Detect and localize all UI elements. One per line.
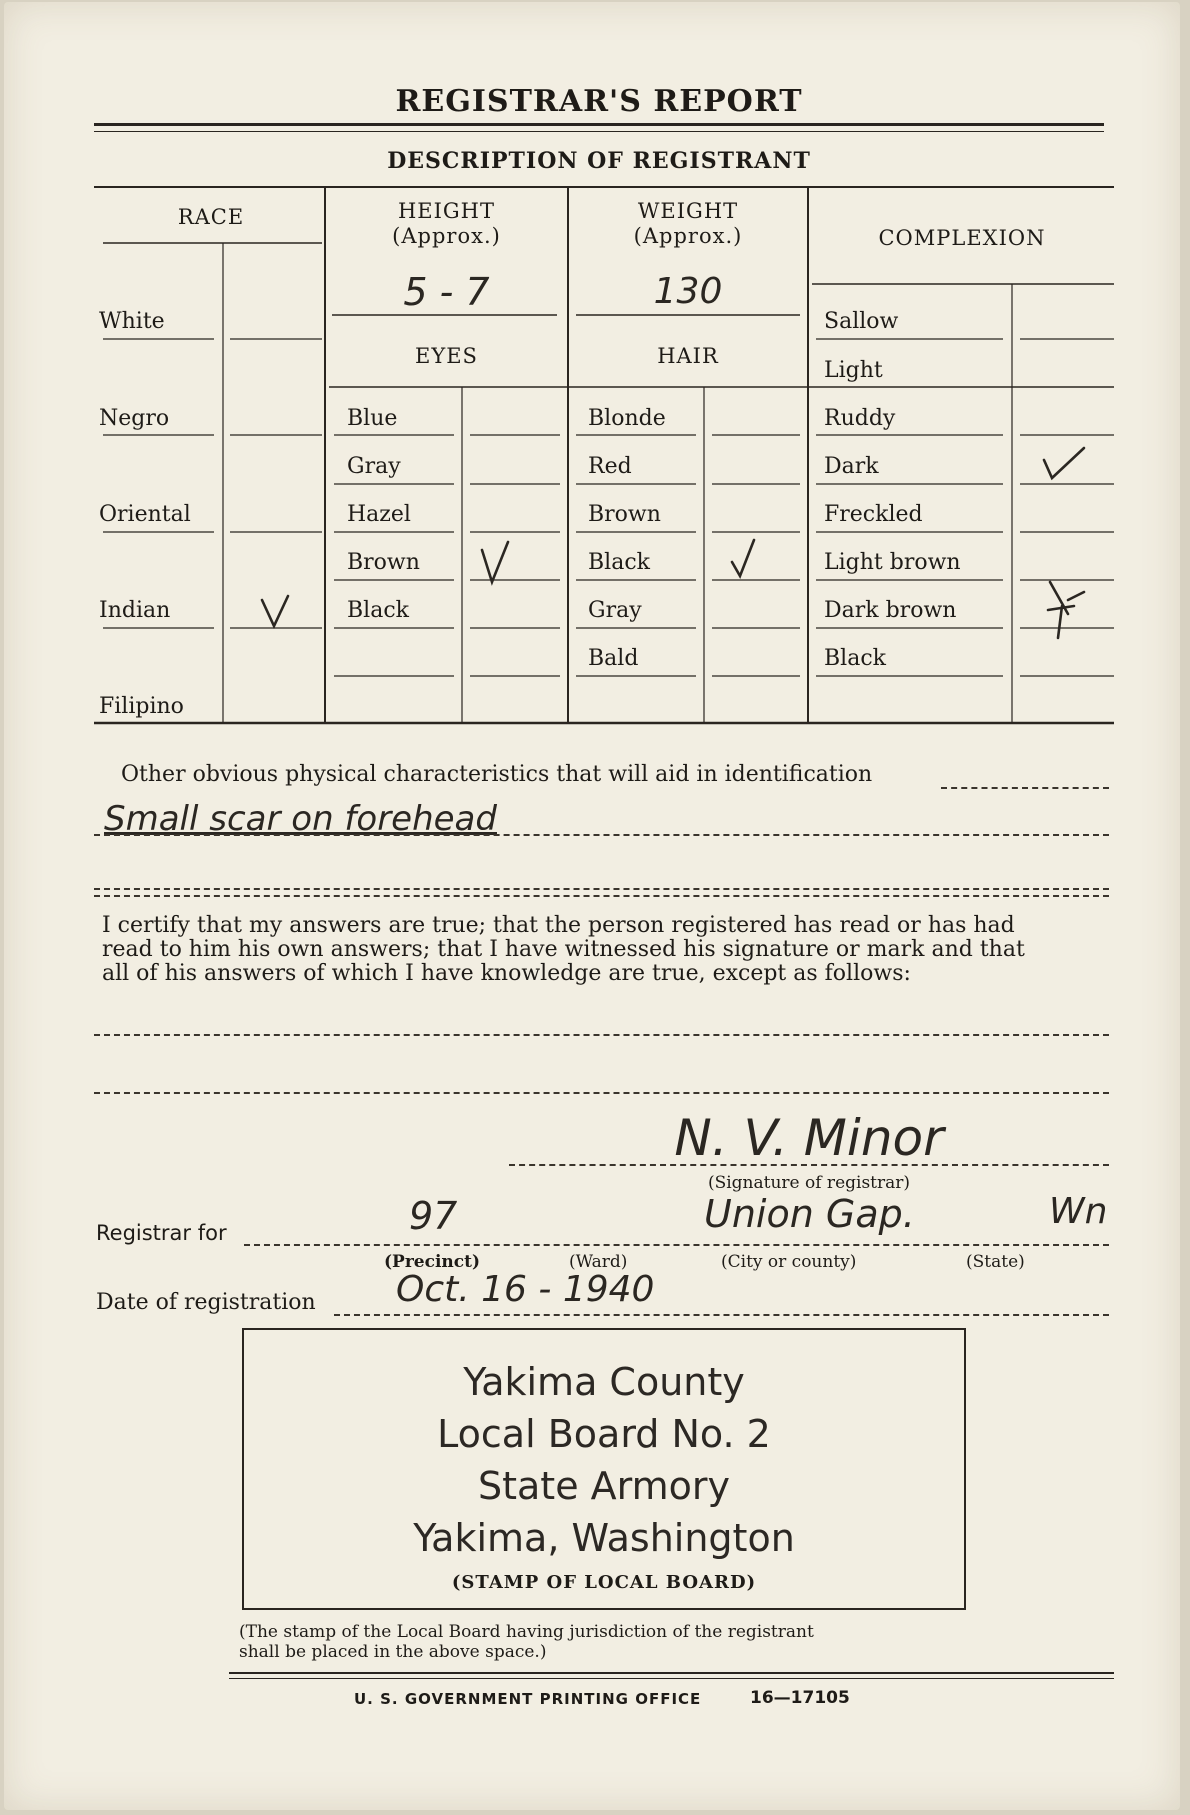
- race-indian-check-icon: [262, 596, 288, 626]
- race-label-negro: Negro: [99, 406, 170, 431]
- registrar-signature: N. V. Minor: [674, 1109, 944, 1167]
- race-label-filipino: Filipino: [99, 694, 184, 719]
- exceptions-line-2: [94, 1092, 1109, 1094]
- footer-rule-thin: [229, 1678, 1114, 1679]
- state-caption: (State): [966, 1252, 1025, 1272]
- certify-line-1: I certify that my answers are true; that the person registered has read or has had: [102, 913, 1015, 938]
- footer-code: 16—17105: [750, 1688, 850, 1708]
- hair-label-brown: Brown: [588, 502, 661, 527]
- hair-label-bald: Bald: [588, 646, 639, 671]
- state-value: Wn: [1049, 1191, 1108, 1232]
- hair-label-blonde: Blonde: [588, 406, 666, 431]
- eyes-label-gray: Gray: [347, 454, 401, 479]
- signature-line: [509, 1164, 1109, 1166]
- hair-label-gray: Gray: [588, 598, 642, 623]
- other-label-dash: [941, 787, 1109, 789]
- eyes-label-black: Black: [347, 598, 409, 623]
- complexion-dark-brown-mark-icon: [1048, 582, 1084, 638]
- complexion-label-dark: Dark: [824, 454, 879, 479]
- race-header: RACE: [177, 205, 245, 229]
- complexion-header: COMPLEXION: [878, 226, 1046, 250]
- complexion-label-sallow: Sallow: [824, 309, 899, 334]
- eyes-label-brown: Brown: [347, 550, 420, 575]
- eyes-header: EYES: [415, 344, 478, 368]
- description-table: [4, 2, 1190, 742]
- date-label: Date of registration: [96, 1290, 316, 1315]
- height-subheader: (Approx.): [392, 224, 501, 248]
- other-characteristics-label: Other obvious physical characteristics that will aid in identification: [121, 762, 873, 787]
- complexion-dark-check-icon: [1044, 448, 1084, 478]
- registrar-for-label: Registrar for: [96, 1221, 227, 1245]
- county-value: Union Gap.: [704, 1192, 915, 1236]
- stamp-caption: (STAMP OF LOCAL BOARD): [451, 1572, 757, 1593]
- eyes-label-hazel: Hazel: [347, 502, 411, 527]
- hair-label-black: Black: [588, 550, 650, 575]
- footer-rule-thick: [229, 1672, 1114, 1674]
- certify-line-3: all of his answers of which I have knowledge are true, except as follows:: [102, 961, 911, 986]
- stamp-line-1: Yakima County: [463, 1360, 745, 1404]
- height-header: HEIGHT: [397, 199, 496, 223]
- complexion-label-dark-brown: Dark brown: [824, 598, 957, 623]
- other-characteristics-value: Small scar on forehead: [104, 799, 497, 839]
- weight-header: WEIGHT: [637, 199, 739, 223]
- signature-caption: (Signature of registrar): [707, 1173, 911, 1193]
- complexion-label-ruddy: Ruddy: [824, 406, 896, 431]
- eyes-brown-check-icon: [482, 542, 508, 582]
- date-value: Oct. 16 - 1940: [396, 1269, 655, 1310]
- registration-card: [4, 2, 1180, 1810]
- hair-black-check-icon: [732, 540, 754, 576]
- hair-label-red: Red: [588, 454, 632, 479]
- city-caption: (City or county): [721, 1252, 857, 1272]
- complexion-label-light-brown: Light brown: [824, 550, 961, 575]
- report-title: REGISTRAR'S REPORT: [395, 84, 803, 119]
- other-line-2: [94, 888, 1109, 890]
- precinct-value: 97: [409, 1194, 458, 1238]
- stamp-note-line-1: (The stamp of the Local Board having jurisdiction of the registrant: [239, 1622, 814, 1642]
- weight-subheader: (Approx.): [633, 224, 743, 248]
- weight-value: 130: [653, 271, 723, 312]
- race-label-oriental: Oriental: [99, 502, 191, 527]
- exceptions-line-1: [94, 1034, 1109, 1036]
- local-board-stamp: [242, 1328, 966, 1610]
- complexion-label-freckled: Freckled: [824, 502, 923, 527]
- complexion-label-black: Black: [824, 646, 886, 671]
- race-label-white: White: [99, 309, 165, 334]
- stamp-line-2: Local Board No. 2: [437, 1412, 771, 1456]
- stamp-line-3: State Armory: [478, 1464, 730, 1508]
- height-value: 5 - 7: [403, 270, 490, 314]
- check-marks: [4, 2, 1190, 742]
- section-subtitle: DESCRIPTION OF REGISTRANT: [387, 148, 811, 174]
- complexion-label-light: Light: [824, 358, 883, 383]
- precinct-caption: (Precinct): [384, 1252, 481, 1272]
- date-line: [334, 1314, 1109, 1316]
- ward-caption: (Ward): [569, 1252, 628, 1272]
- other-line-3: [94, 895, 1109, 897]
- race-label-indian: Indian: [99, 598, 171, 623]
- eyes-label-blue: Blue: [347, 406, 398, 431]
- stamp-note-line-2: shall be placed in the above space.): [239, 1642, 547, 1662]
- footer-office: U. S. GOVERNMENT PRINTING OFFICE: [354, 1690, 702, 1708]
- hair-header: HAIR: [657, 344, 719, 368]
- certify-line-2: read to him his own answers; that I have witnessed his signature or mark and that: [102, 937, 1025, 962]
- stamp-line-4: Yakima, Washington: [413, 1516, 795, 1560]
- registrar-for-line: [244, 1244, 1109, 1246]
- other-line-1: [94, 834, 1109, 836]
